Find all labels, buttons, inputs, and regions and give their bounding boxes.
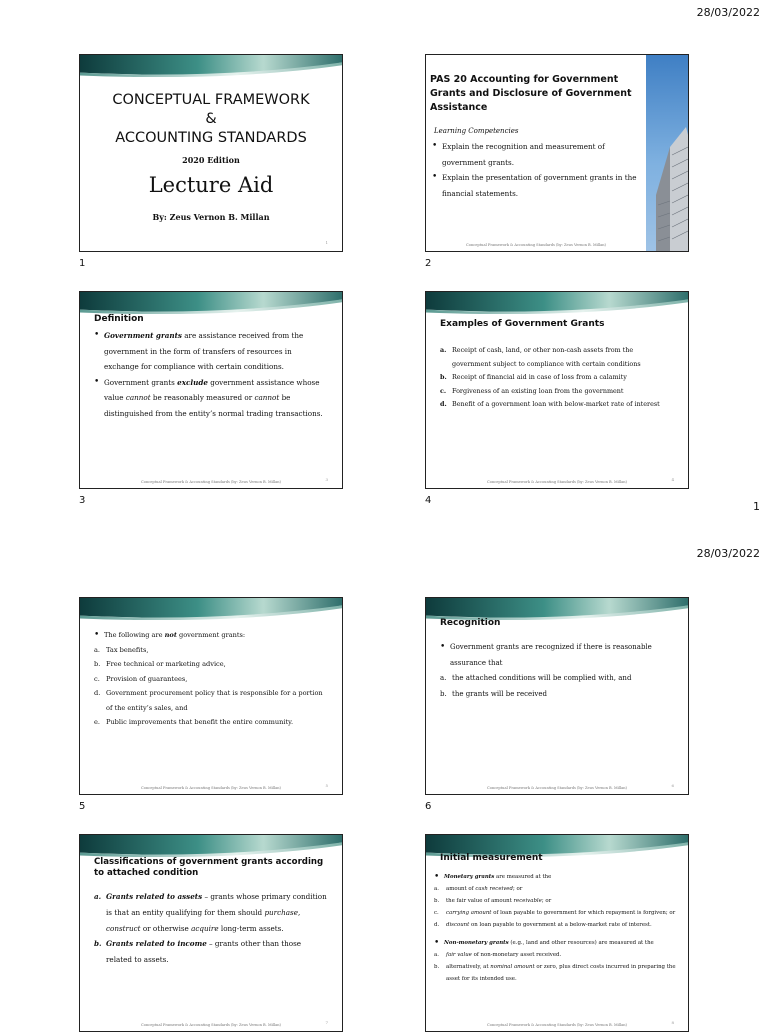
title-line-1: CONCEPTUAL FRAMEWORK	[112, 92, 310, 108]
list-item	[440, 344, 674, 371]
list-item	[94, 715, 328, 730]
list-marker: a.	[434, 886, 439, 892]
list-item	[434, 907, 680, 919]
list-marker: a.	[440, 674, 447, 682]
list-text: fair value of non-monetary asset received.	[446, 952, 562, 958]
list-item: a. Grants related to assets – grants whose primary condition is that an entity qualifying for them should purchase, construct or otherwise acquire long-term assets.	[94, 892, 327, 933]
title-line-2: &	[205, 111, 217, 127]
slide-header-swoosh	[80, 598, 342, 620]
list-marker: b.	[94, 660, 101, 668]
slide-title: PAS 20 Accounting for Government Grants and Disclosure of Government Assistance	[430, 74, 632, 113]
author-line: By: Zeus Vernon B. Millan	[152, 212, 270, 222]
lecture-title: Lecture Aid	[148, 173, 274, 197]
learning-competencies-label: Learning Competencies	[434, 127, 519, 135]
list-item	[94, 686, 328, 715]
list-item: • The following are not government grants:	[94, 628, 328, 643]
list-text: alternatively, at nominal amount or zero, plus direct costs incurred in preparing the asset for its intended use.	[446, 964, 676, 982]
list-marker: c.	[94, 674, 100, 683]
slide-number: 4	[671, 477, 674, 482]
building-image	[646, 55, 688, 252]
page-date: 28/03/2022	[696, 6, 760, 19]
list-marker: b.	[440, 373, 447, 381]
list-item: • Non-monetary grants (e.g., land and other resources) are measured at the	[434, 937, 680, 949]
list-item: • Monetary grants are measured at the	[434, 871, 680, 883]
list-item	[434, 883, 680, 895]
slide-5-label: 5	[79, 801, 86, 812]
list-text: Government procurement policy that is responsible for a portion of the entity’s sales, and	[106, 689, 323, 712]
list-item: • Government grants are assistance received from the government in the form of transfers of resources in exchange for compliance with certain conditions.	[94, 328, 328, 375]
slide-number: 6	[671, 783, 674, 788]
list-item: • Government grants exclude government assistance whose value cannot be reasonably measured or cannot be distinguished from the entity’s normal trading transactions.	[94, 375, 328, 422]
list-item	[434, 895, 680, 907]
slide-6-label: 6	[425, 801, 432, 812]
slide-heading: Recognition	[440, 618, 501, 628]
list-item	[440, 398, 674, 412]
slide-heading: Initial measurement	[440, 853, 543, 863]
slide-footer: Conceptual Framework & Accounting Standards (by: Zeus Vernon B. Millan)	[141, 480, 281, 484]
slide-4-label: 4	[425, 495, 432, 506]
slide-footer: Conceptual Framework & Accounting Standards (by: Zeus Vernon B. Millan)	[487, 480, 627, 484]
list-marker: a.	[434, 952, 439, 958]
list-marker: b.	[434, 898, 440, 904]
slide-6	[425, 597, 689, 795]
slide-number: 8	[671, 1020, 674, 1025]
list-text: Forgiveness of an existing loan from the government	[452, 386, 624, 395]
list-marker: c.	[440, 386, 447, 395]
slide-3	[79, 291, 343, 489]
list-item	[434, 961, 680, 985]
slide-footer: Conceptual Framework & Accounting Standards (by: Zeus Vernon B. Millan)	[466, 243, 606, 247]
slide-1-label: 1	[79, 258, 86, 269]
list-marker: d.	[440, 400, 447, 408]
list-marker: e.	[94, 718, 100, 726]
slide-number: 3	[325, 477, 328, 482]
slide-header-swoosh	[80, 55, 342, 77]
title-line-3: ACCOUNTING STANDARDS	[115, 130, 307, 146]
slide-3-label: 3	[79, 495, 86, 506]
list-text: Free technical or marketing advice,	[106, 660, 226, 668]
slide-header-swoosh	[426, 598, 688, 620]
slide-heading: Classifications of government grants according to attached condition	[94, 857, 324, 878]
slide-number: 7	[325, 1020, 328, 1025]
list-text: Public improvements that benefit the entire community.	[106, 718, 294, 726]
list-marker: d.	[94, 689, 101, 697]
slide-footer: Conceptual Framework & Accounting Standards (by: Zeus Vernon B. Millan)	[487, 786, 627, 790]
list-text: discount on loan payable to government at a below-market rate of interest.	[446, 922, 652, 928]
slide-heading: Definition	[94, 314, 144, 324]
list-item	[440, 687, 674, 703]
list-text: Receipt of financial aid in case of loss from a calamity	[452, 373, 627, 381]
list-item	[434, 949, 680, 961]
list-text: Receipt of cash, land, or other non-cash assets from the government subject to compliance with certain conditions	[452, 346, 641, 368]
slide-header-swoosh	[80, 292, 342, 314]
slide-number: 1	[325, 240, 328, 245]
slide-2	[425, 54, 689, 252]
edition-label: 2020 Edition	[182, 155, 240, 165]
recognition-conditions	[440, 671, 674, 702]
slide-number: 5	[325, 783, 328, 788]
list-text: Tax benefits,	[106, 645, 149, 654]
list-item	[440, 671, 674, 687]
non-grants-list	[94, 643, 328, 730]
slide-footer: Conceptual Framework & Accounting Standards (by: Zeus Vernon B. Millan)	[141, 1023, 281, 1027]
list-text: amount of cash received; or	[446, 886, 523, 892]
page-number: 1	[753, 500, 760, 513]
slide-4	[425, 291, 689, 489]
list-item: • Explain the recognition and measurement of government grants.	[432, 139, 640, 170]
list-item	[440, 385, 674, 399]
list-item	[440, 371, 674, 385]
monetary-grant-list	[434, 883, 680, 931]
slide-heading: Examples of Government Grants	[440, 319, 605, 329]
slide-footer: Conceptual Framework & Accounting Standards (by: Zeus Vernon B. Millan)	[487, 1023, 627, 1027]
slide-1	[79, 54, 343, 252]
list-item	[94, 657, 328, 672]
list-text: the fair value of amount receivable; or	[446, 898, 552, 904]
list-marker: c.	[434, 910, 439, 916]
list-text: the grants will be received	[452, 689, 547, 698]
list-item	[94, 643, 328, 658]
list-marker: a.	[440, 346, 447, 354]
slide-5	[79, 597, 343, 795]
list-item: b. Grants related to income – grants other than those related to assets.	[94, 939, 302, 965]
list-item	[94, 672, 328, 687]
list-text: Benefit of a government loan with below-market rate of interest	[452, 400, 660, 408]
slide-2-label: 2	[425, 258, 432, 269]
list-item: • Explain the presentation of government grants in the financial statements.	[432, 170, 640, 201]
slide-header-swoosh	[80, 835, 342, 857]
list-item	[434, 919, 680, 931]
list-marker: b.	[440, 689, 447, 698]
list-marker: a.	[94, 645, 101, 654]
list-text: the attached conditions will be complied with, and	[452, 674, 632, 682]
non-monetary-grant-list	[434, 949, 680, 985]
list-text: carrying amount of loan payable to government for which repayment is forgiven; or	[446, 910, 676, 916]
slide-footer: Conceptual Framework & Accounting Standards (by: Zeus Vernon B. Millan)	[141, 786, 281, 790]
page-date: 28/03/2022	[696, 547, 760, 560]
slide-8	[425, 834, 689, 1032]
examples-list	[440, 344, 674, 412]
slide-7	[79, 834, 343, 1032]
list-text: Provision of guarantees,	[106, 674, 188, 683]
list-marker: d.	[434, 922, 440, 928]
slide-header-swoosh	[426, 292, 688, 314]
list-marker: b.	[434, 964, 440, 970]
list-item: • Government grants are recognized if there is reasonable assurance that	[440, 640, 674, 671]
